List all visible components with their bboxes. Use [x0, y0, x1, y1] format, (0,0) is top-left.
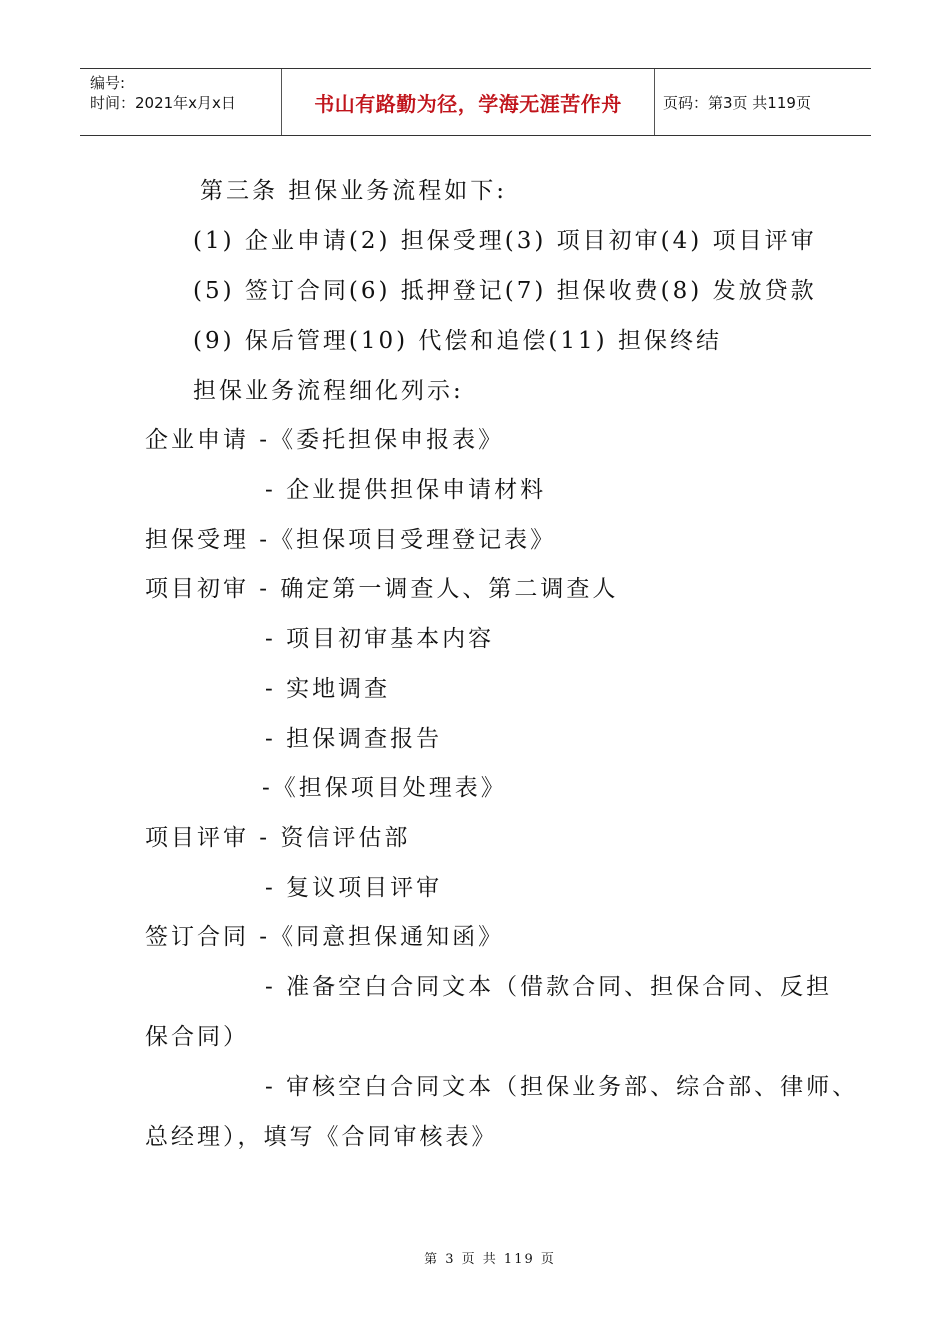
body-line: - 实地调查	[265, 676, 391, 702]
body-line: 签订合同 -《同意担保通知函》	[145, 924, 505, 950]
body-line: 担保业务流程细化列示:	[193, 378, 464, 404]
body-line: - 准备空白合同文本（借款合同、担保合同、反担	[265, 974, 833, 1000]
body-line: - 企业提供担保申请材料	[265, 477, 547, 503]
document-header	[80, 68, 871, 136]
body-line: - 复议项目评审	[265, 875, 443, 901]
body-line: 项目评审 - 资信评估部	[145, 825, 411, 851]
body-line: 保合同）	[145, 1024, 249, 1050]
body-line: -《担保项目处理表》	[262, 775, 507, 801]
body-line: 总经理），填写《合同审核表》	[145, 1124, 498, 1150]
code-label: 编号:	[90, 74, 126, 92]
header-page-info: 页码：第3页 共119页	[663, 93, 811, 112]
header-meta-cell	[80, 69, 282, 135]
body-line: 第三条 担保业务流程如下:	[200, 178, 508, 204]
body-line: (5) 签订合同(6) 抵押登记(7) 担保收费(8) 发放贷款	[193, 278, 817, 304]
body-line: 企业申请 -《委托担保申报表》	[145, 427, 505, 453]
body-line: (1) 企业申请(2) 担保受理(3) 项目初审(4) 项目评审	[193, 228, 817, 254]
header-motto: 书山有路勤为径，学海无涯苦作舟	[282, 69, 655, 135]
body-line: - 项目初审基本内容	[265, 626, 495, 652]
body-line: - 担保调查报告	[265, 726, 443, 752]
body-line: (9) 保后管理(10) 代偿和追偿(11) 担保终结	[193, 328, 722, 354]
body-line: 项目初审 - 确定第一调查人、第二调查人	[145, 576, 619, 602]
page-footer: 第 3 页 共 119 页	[424, 1252, 556, 1267]
time-label: 时间：2021年x月x日	[90, 94, 236, 112]
body-line: 担保受理 -《担保项目受理登记表》	[145, 527, 557, 553]
body-line: - 审核空白合同文本（担保业务部、综合部、律师、	[265, 1074, 859, 1100]
